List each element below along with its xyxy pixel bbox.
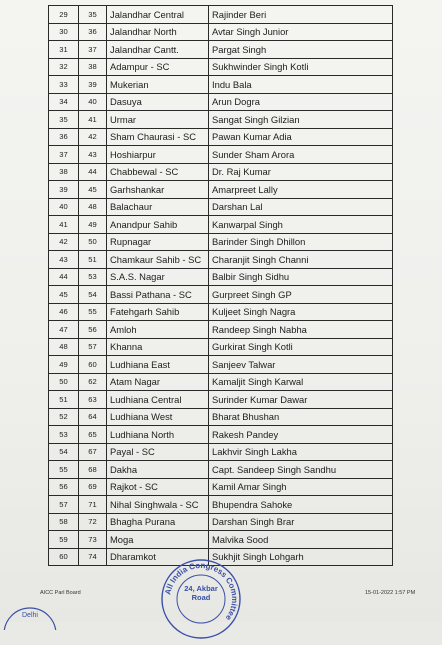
table-row [49,391,393,409]
constituency-cell: Chamkaur Sahib - SC [107,251,209,269]
table-row [49,426,393,444]
serial-number-cell: 60 [49,548,79,566]
constituency-number-cell: 71 [79,496,107,514]
table-row [49,496,393,514]
candidate-cell: Capt. Sandeep Singh Sandhu [209,461,393,479]
candidate-cell: Gurkirat Singh Kotli [209,338,393,356]
candidate-cell: Barinder Singh Dhillon [209,233,393,251]
candidate-cell: Kamaljit Singh Karwal [209,373,393,391]
serial-number-cell: 54 [49,443,79,461]
constituency-cell: Balachaur [107,198,209,216]
constituency-cell: Atam Nagar [107,373,209,391]
candidate-cell: Gurpreet Singh GP [209,286,393,304]
serial-number-cell: 39 [49,181,79,199]
table-row [49,233,393,251]
constituency-cell: Bhagha Purana [107,513,209,531]
serial-number-cell: 31 [49,41,79,59]
candidate-cell: Amarpreet Lally [209,181,393,199]
constituency-number-cell: 73 [79,531,107,549]
constituency-cell: Rajkot - SC [107,478,209,496]
candidate-cell: Bharat Bhushan [209,408,393,426]
constituency-cell: Rupnagar [107,233,209,251]
serial-number-cell: 46 [49,303,79,321]
constituency-cell: Khanna [107,338,209,356]
candidate-cell: Charanjit Singh Channi [209,251,393,269]
candidate-cell: Pawan Kumar Adia [209,128,393,146]
seal-arc-text: All India Congress Committee [163,560,240,623]
candidate-cell: Indu Bala [209,76,393,94]
table-row [49,443,393,461]
serial-number-cell: 30 [49,23,79,41]
candidate-cell: Arun Dogra [209,93,393,111]
serial-number-cell: 59 [49,531,79,549]
footer-board-label: AICC Parl Board [40,590,81,596]
constituency-number-cell: 72 [79,513,107,531]
candidate-cell: Pargat Singh [209,41,393,59]
constituency-cell: Anandpur Sahib [107,216,209,234]
table-row [49,373,393,391]
table-row [49,408,393,426]
serial-number-cell: 55 [49,461,79,479]
table-row [49,356,393,374]
constituency-cell: Ludhiana Central [107,391,209,409]
table-row [49,478,393,496]
table-row [49,251,393,269]
candidate-cell: Randeep Singh Nabha [209,321,393,339]
constituency-number-cell: 55 [79,303,107,321]
serial-number-cell: 29 [49,6,79,24]
candidate-cell: Darshan Singh Brar [209,513,393,531]
constituency-number-cell: 64 [79,408,107,426]
table-row [49,111,393,129]
constituency-number-cell: 49 [79,216,107,234]
constituency-number-cell: 45 [79,181,107,199]
candidate-cell: Lakhvir Singh Lakha [209,443,393,461]
table-row [49,76,393,94]
constituency-number-cell: 57 [79,338,107,356]
serial-number-cell: 33 [49,76,79,94]
constituency-number-cell: 41 [79,111,107,129]
table-row [49,163,393,181]
constituency-cell: Sham Chaurasi - SC [107,128,209,146]
constituency-number-cell: 69 [79,478,107,496]
constituency-number-cell: 36 [79,23,107,41]
candidate-cell: Rakesh Pandey [209,426,393,444]
table-row [49,303,393,321]
table-row [49,128,393,146]
candidate-cell: Dr. Raj Kumar [209,163,393,181]
constituency-cell: Jalandhar Cantt. [107,41,209,59]
constituency-number-cell: 50 [79,233,107,251]
constituency-number-cell: 40 [79,93,107,111]
constituency-cell: Chabbewal - SC [107,163,209,181]
constituency-number-cell: 62 [79,373,107,391]
table-row [49,513,393,531]
serial-number-cell: 47 [49,321,79,339]
candidate-cell: Balbir Singh Sidhu [209,268,393,286]
candidate-cell: Sukhwinder Singh Kotli [209,58,393,76]
serial-number-cell: 34 [49,93,79,111]
candidate-table-body [49,6,393,566]
table-row [49,93,393,111]
candidate-cell: Rajinder Beri [209,6,393,24]
constituency-number-cell: 53 [79,268,107,286]
table-row [49,338,393,356]
serial-number-cell: 52 [49,408,79,426]
committee-seal [160,558,242,640]
candidate-cell: Kamil Amar Singh [209,478,393,496]
constituency-number-cell: 54 [79,286,107,304]
serial-number-cell: 58 [49,513,79,531]
constituency-number-cell: 68 [79,461,107,479]
serial-number-cell: 44 [49,268,79,286]
constituency-cell: Dakha [107,461,209,479]
constituency-number-cell: 39 [79,76,107,94]
candidate-cell: Surinder Kumar Dawar [209,391,393,409]
serial-number-cell: 53 [49,426,79,444]
table-row [49,216,393,234]
constituency-cell: Jalandhar North [107,23,209,41]
stamp-fragment-text: Delhi [22,612,38,619]
footer-timestamp: 15-01-2022 1:57 PM [365,590,416,596]
serial-number-cell: 43 [49,251,79,269]
seal-address-line2: Road [191,593,211,602]
table-row [49,6,393,24]
constituency-number-cell: 74 [79,548,107,566]
serial-number-cell: 40 [49,198,79,216]
constituency-cell: Urmar [107,111,209,129]
constituency-number-cell: 38 [79,58,107,76]
constituency-cell: Dasuya [107,93,209,111]
constituency-cell: Hoshiarpur [107,146,209,164]
constituency-number-cell: 42 [79,128,107,146]
candidate-cell: Malvika Sood [209,531,393,549]
table-row [49,321,393,339]
serial-number-cell: 41 [49,216,79,234]
constituency-cell: Nihal Singhwala - SC [107,496,209,514]
serial-number-cell: 37 [49,146,79,164]
serial-number-cell: 51 [49,391,79,409]
candidate-cell: Sanjeev Talwar [209,356,393,374]
constituency-cell: Ludhiana East [107,356,209,374]
constituency-number-cell: 60 [79,356,107,374]
serial-number-cell: 32 [49,58,79,76]
constituency-cell: Ludhiana North [107,426,209,444]
table-row [49,146,393,164]
constituency-cell: Ludhiana West [107,408,209,426]
constituency-cell: Dharamkot [107,548,209,566]
constituency-number-cell: 48 [79,198,107,216]
constituency-number-cell: 51 [79,251,107,269]
candidate-cell: Kanwarpal Singh [209,216,393,234]
candidate-cell: Avtar Singh Junior [209,23,393,41]
seal-address-line1: 24, Akbar [184,584,218,593]
serial-number-cell: 36 [49,128,79,146]
candidate-table [48,5,393,566]
constituency-number-cell: 43 [79,146,107,164]
candidate-cell: Kuljeet Singh Nagra [209,303,393,321]
constituency-cell: S.A.S. Nagar [107,268,209,286]
constituency-number-cell: 44 [79,163,107,181]
constituency-cell: Bassi Pathana - SC [107,286,209,304]
constituency-cell: Fatehgarh Sahib [107,303,209,321]
table-row [49,286,393,304]
constituency-cell: Adampur - SC [107,58,209,76]
candidate-cell: Sangat Singh Gilzian [209,111,393,129]
serial-number-cell: 35 [49,111,79,129]
constituency-number-cell: 63 [79,391,107,409]
table-row [49,181,393,199]
constituency-cell: Mukerian [107,76,209,94]
constituency-number-cell: 37 [79,41,107,59]
table-row [49,58,393,76]
candidate-cell: Bhupendra Sahoke [209,496,393,514]
constituency-number-cell: 56 [79,321,107,339]
constituency-cell: Garhshankar [107,181,209,199]
constituency-number-cell: 35 [79,6,107,24]
serial-number-cell: 38 [49,163,79,181]
serial-number-cell: 50 [49,373,79,391]
table-row [49,461,393,479]
serial-number-cell: 57 [49,496,79,514]
serial-number-cell: 48 [49,338,79,356]
serial-number-cell: 42 [49,233,79,251]
constituency-number-cell: 65 [79,426,107,444]
serial-number-cell: 45 [49,286,79,304]
seal-address [160,584,242,602]
table-row [49,268,393,286]
table-row [49,531,393,549]
candidate-cell: Sunder Sham Arora [209,146,393,164]
table-row [49,198,393,216]
serial-number-cell: 56 [49,478,79,496]
serial-number-cell: 49 [49,356,79,374]
constituency-cell: Moga [107,531,209,549]
constituency-cell: Payal - SC [107,443,209,461]
constituency-cell: Amloh [107,321,209,339]
table-row [49,23,393,41]
candidate-cell: Darshan Lal [209,198,393,216]
table-row [49,41,393,59]
constituency-cell: Jalandhar Central [107,6,209,24]
constituency-number-cell: 67 [79,443,107,461]
candidate-cell: Sukhjit Singh Lohgarh [209,548,393,566]
partial-stamp-icon [0,600,60,630]
